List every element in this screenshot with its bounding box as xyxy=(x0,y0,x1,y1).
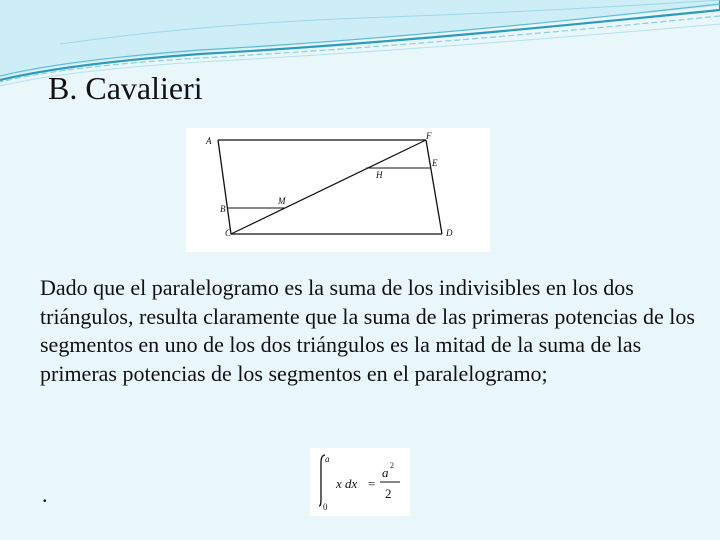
lower-limit: 0 xyxy=(323,502,328,512)
label-h: H xyxy=(376,170,383,180)
parallelogram-diagram xyxy=(186,128,490,252)
trailing-dot: . xyxy=(42,482,48,507)
equals-sign: = xyxy=(368,476,376,491)
label-d: D xyxy=(446,228,453,238)
denominator: 2 xyxy=(385,486,392,501)
integral-formula xyxy=(310,448,410,516)
integral-formula-graphic xyxy=(310,448,410,516)
label-f: F xyxy=(426,131,432,141)
label-b: B xyxy=(220,204,226,214)
label-a: A xyxy=(206,136,212,146)
body-paragraph: Dado que el paralelogramo es la suma de los indivisibles en los dos triángulos, resulta claramente que la suma de las primeras potencias de los segmentos en uno de los dos triángulos es la mitad de la suma de las primeras potencias de los segmentos en el paralelogramo; xyxy=(40,275,695,386)
upper-limit: a xyxy=(325,454,330,464)
label-c: C xyxy=(225,228,232,238)
label-e: E xyxy=(432,158,438,168)
label-m: M xyxy=(278,196,286,206)
integrand: x dx xyxy=(336,476,358,491)
numerator: a xyxy=(382,465,389,480)
slide-title: B. Cavalieri xyxy=(48,70,203,106)
numerator-exponent: 2 xyxy=(390,461,394,470)
parallelogram-figure xyxy=(186,128,490,252)
